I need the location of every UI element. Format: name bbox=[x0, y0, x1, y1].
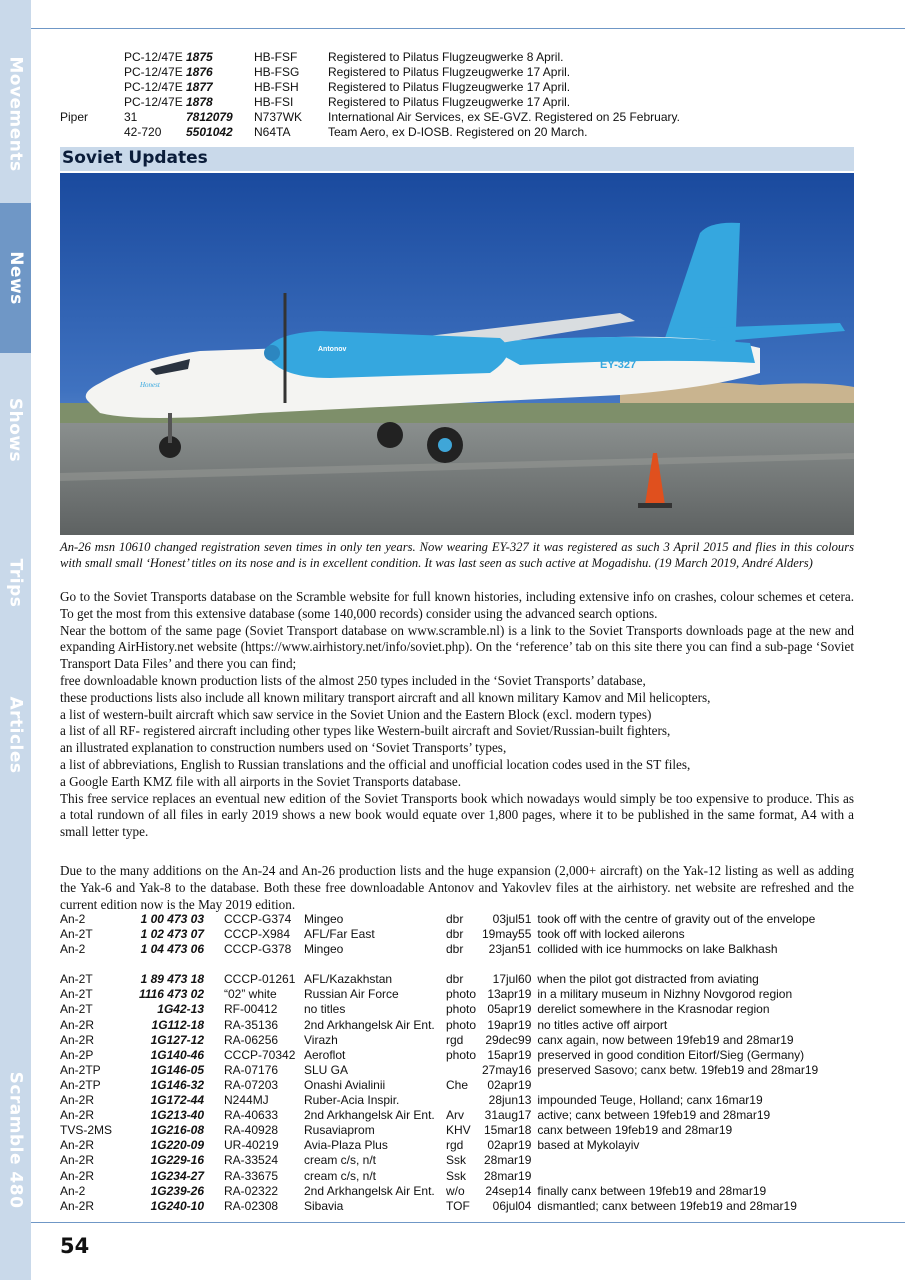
registration-cell: RA-40928 bbox=[224, 1123, 279, 1138]
msn-cell: 7812079 bbox=[186, 110, 233, 124]
note-cell: took off with the centre of gravity out of the envelope bbox=[537, 912, 816, 926]
production-table bbox=[60, 912, 818, 1214]
operator-cell: Virazh bbox=[304, 1032, 338, 1047]
status-cell: dbr bbox=[446, 927, 464, 942]
paragraph: a list of all RF- registered aircraft including other types like Western-built aircraft and Soviet/Russian-built fighters, bbox=[60, 723, 671, 739]
table-row bbox=[60, 65, 680, 80]
paragraph: these productions lists also include all known military transport aircraft and all known military Kamov and Mil helicopters, bbox=[60, 689, 711, 705]
section-header bbox=[60, 147, 854, 171]
type-cell: An-2R bbox=[60, 1017, 95, 1032]
operator-cell: AFL/Far East bbox=[304, 927, 375, 942]
msn-cell: 1G172-44 bbox=[150, 1093, 204, 1108]
operator-cell: Avia-Plaza Plus bbox=[304, 1138, 388, 1153]
registration-cell: CCCP-G374 bbox=[224, 912, 292, 926]
tab-articles[interactable] bbox=[0, 660, 31, 810]
table-row bbox=[60, 1093, 818, 1108]
table-row bbox=[60, 1078, 818, 1093]
status-cell: rgd bbox=[446, 1032, 464, 1047]
table-row bbox=[60, 927, 818, 942]
note-cell: impounded Teuge, Holland; canx 16mar19 bbox=[537, 1093, 763, 1108]
msn-cell: 1G127-12 bbox=[150, 1032, 204, 1047]
table-row bbox=[60, 1184, 818, 1199]
note-cell: based at Mykolayiv bbox=[537, 1138, 640, 1153]
note-cell: derelict somewhere in the Krasnodar region bbox=[537, 1002, 770, 1017]
registration-cell: HB-FSF bbox=[254, 50, 298, 64]
registration-cell: RA-33675 bbox=[224, 1168, 279, 1183]
registration-cell: UR-40219 bbox=[224, 1138, 279, 1153]
msn-cell: 1877 bbox=[186, 80, 213, 94]
registration-cell: RA-02308 bbox=[224, 1198, 279, 1213]
section-sidebar bbox=[0, 0, 31, 1280]
tab-label: Movements bbox=[5, 56, 26, 172]
paragraph: a Google Earth KMZ file with all airports in the Soviet Transports database. bbox=[60, 773, 462, 789]
operator-cell: Sibavia bbox=[304, 1198, 344, 1213]
operator-cell: Rusaviaprom bbox=[304, 1123, 375, 1138]
nose-strut bbox=[168, 413, 172, 443]
status-cell: dbr bbox=[446, 942, 464, 957]
note-cell: finally canx between 19feb19 and 28mar19 bbox=[537, 1183, 767, 1198]
note-cell: Registered to Pilatus Flugzeugwerke 17 April. bbox=[328, 80, 571, 94]
operator-cell: 2nd Arkhangelsk Air Ent. bbox=[304, 1017, 435, 1032]
note-cell: took off with locked ailerons bbox=[537, 927, 685, 942]
msn-cell: 1 02 473 07 bbox=[140, 927, 204, 942]
msn-cell: 1116 473 02 bbox=[139, 987, 204, 1002]
type-cell: An-2R bbox=[60, 1168, 95, 1183]
note-cell: collided with ice hummocks on lake Balkhash bbox=[537, 942, 778, 957]
date-cell: 19apr19 bbox=[487, 1017, 532, 1032]
registration-cell: HB-FSI bbox=[254, 95, 294, 109]
table-row bbox=[60, 1123, 818, 1138]
msn-cell: 1 04 473 06 bbox=[140, 942, 204, 957]
status-cell: photo bbox=[446, 1002, 477, 1017]
registration-cell: RA-33524 bbox=[224, 1153, 279, 1168]
maker-cell: Piper bbox=[60, 110, 89, 124]
note-cell: Registered to Pilatus Flugzeugwerke 17 April. bbox=[328, 95, 571, 109]
registration-cell: RA-40633 bbox=[224, 1108, 279, 1123]
table-row bbox=[60, 1063, 818, 1078]
note-cell: preserved in good condition Eitorf/Sieg (Germany) bbox=[537, 1047, 805, 1062]
date-cell: 03jul51 bbox=[492, 912, 532, 926]
note-cell: active; canx between 19feb19 and 28mar19 bbox=[537, 1108, 771, 1123]
note-cell: International Air Services, ex SE-GVZ. Registered on 25 February. bbox=[328, 110, 680, 124]
note-cell bbox=[537, 1078, 818, 1093]
msn-cell: 1G146-32 bbox=[150, 1077, 204, 1092]
maker-cell bbox=[60, 95, 124, 110]
registration-cell: CCCP-70342 bbox=[224, 1047, 296, 1062]
table-row bbox=[60, 912, 818, 927]
type-cell: TVS-2MS bbox=[60, 1123, 113, 1138]
msn-cell: 1G216-08 bbox=[150, 1123, 204, 1138]
table-row bbox=[60, 972, 818, 987]
operator-cell: cream c/s, n/t bbox=[304, 1168, 377, 1183]
page-number: 54 bbox=[60, 1234, 90, 1258]
table-row bbox=[60, 1018, 818, 1033]
operator-cell: Aeroflot bbox=[304, 1047, 346, 1062]
operator-cell: Mingeo bbox=[304, 912, 344, 926]
type-cell: An-2T bbox=[60, 987, 93, 1002]
date-cell: 15apr19 bbox=[487, 1047, 532, 1062]
msn-cell: 1 89 473 18 bbox=[140, 972, 204, 987]
note-cell: no titles active off airport bbox=[537, 1017, 668, 1032]
tab-news[interactable] bbox=[0, 203, 31, 353]
tab-label: Articles bbox=[5, 696, 26, 774]
status-cell: TOF bbox=[446, 1198, 470, 1213]
registration-cell: “02” white bbox=[224, 987, 277, 1002]
note-cell: in a military museum in Nizhny Novgorod region bbox=[537, 987, 793, 1002]
type-cell: An-2R bbox=[60, 1108, 95, 1123]
msn-cell: 1G220-09 bbox=[150, 1138, 204, 1153]
registration-cell: RF-00412 bbox=[224, 1002, 278, 1017]
status-cell: photo bbox=[446, 987, 477, 1002]
registration-cell: N737WK bbox=[254, 110, 303, 124]
registration-cell: N244MJ bbox=[224, 1093, 269, 1108]
msn-cell: 1G112-18 bbox=[151, 1017, 204, 1032]
registration-table bbox=[60, 50, 680, 140]
an26-illustration bbox=[60, 173, 854, 535]
msn-cell: 1 00 473 03 bbox=[140, 912, 204, 926]
nose-title: Honest bbox=[140, 381, 160, 389]
note-cell: preserved Sasovo; canx betw. 19feb19 and 28mar19 bbox=[537, 1062, 819, 1077]
msn-cell: 1875 bbox=[186, 50, 213, 64]
spacer-row bbox=[60, 957, 818, 972]
status-cell: photo bbox=[446, 1017, 477, 1032]
section-title: Soviet Updates bbox=[62, 148, 208, 168]
tab-trips[interactable] bbox=[0, 508, 31, 658]
operator-cell: Mingeo bbox=[304, 942, 344, 957]
spinner bbox=[264, 345, 280, 361]
status-cell: Che bbox=[446, 1077, 469, 1092]
msn-cell: 1G42-13 bbox=[157, 1002, 204, 1017]
date-cell: 06jul04 bbox=[492, 1198, 532, 1213]
maker-cell bbox=[60, 50, 124, 65]
paragraph: an illustrated explanation to construction numbers used on ‘Soviet Transports’ types, bbox=[60, 740, 507, 756]
msn-cell: 1G240-10 bbox=[150, 1198, 204, 1213]
maker-cell bbox=[60, 125, 124, 140]
status-cell: Ssk bbox=[446, 1153, 467, 1168]
type-cell: An-2 bbox=[60, 912, 86, 926]
tab-label: Shows bbox=[5, 397, 26, 463]
date-cell: 17jul60 bbox=[492, 972, 532, 987]
note-cell bbox=[537, 1153, 818, 1168]
type-cell: An-2T bbox=[60, 927, 93, 942]
msn-cell: 1876 bbox=[186, 65, 213, 79]
status-cell: rgd bbox=[446, 1138, 464, 1153]
date-cell: 19may55 bbox=[482, 927, 532, 942]
tab-shows[interactable] bbox=[0, 355, 31, 505]
status-cell: w/o bbox=[446, 1183, 465, 1198]
tail-registration: EY-327 bbox=[600, 359, 637, 371]
body-text bbox=[60, 589, 854, 841]
msn-cell: 1878 bbox=[186, 95, 213, 109]
main-wheel-left bbox=[377, 422, 403, 448]
note-cell: Registered to Pilatus Flugzeugwerke 8 April. bbox=[328, 50, 564, 64]
type-cell: An-2T bbox=[60, 1002, 93, 1017]
note-cell: canx again, now between 19feb19 and 28mar19 bbox=[537, 1032, 794, 1047]
paragraph: Due to the many additions on the An-24 and An-26 production lists and the huge expansion (2,000+ aircraft) on the Yak-12 listing as well as adding the Yak-6 and Yak-8 to the database. Both these free downloadable Antonov and Yakovlev files at the airhistory. net website are refreshed and the current edition now is the May 2019 edition. bbox=[60, 863, 854, 912]
table-row bbox=[60, 110, 680, 125]
operator-cell: Onashi Avialinii bbox=[304, 1077, 386, 1092]
table-row bbox=[60, 1153, 818, 1168]
status-cell bbox=[446, 1093, 482, 1108]
date-cell: 31aug17 bbox=[484, 1108, 532, 1123]
date-cell: 27may16 bbox=[482, 1062, 532, 1077]
tab-label: Scramble 480 bbox=[5, 1071, 26, 1209]
date-cell: 28mar19 bbox=[484, 1168, 532, 1183]
body-text-2 bbox=[60, 863, 854, 913]
engine-title: Antonov bbox=[318, 346, 347, 353]
msn-cell: 1G146-05 bbox=[150, 1062, 204, 1077]
table-row bbox=[60, 1138, 818, 1153]
photo-caption: An-26 msn 10610 changed registration seven times in only ten years. Now wearing EY-327 it was registered as such 3 April 2015 and flies in this colours with small small ‘Honest’ titles on its nose and is in excellent condition. It was last seen as such active at Mogadishu. (19 March 2019, André Alders) bbox=[60, 540, 854, 571]
registration-cell: CCCP-G378 bbox=[224, 942, 292, 957]
spacer-cell bbox=[60, 957, 818, 972]
table-row bbox=[60, 1033, 818, 1048]
table-row bbox=[60, 50, 680, 65]
type-cell: An-2R bbox=[60, 1093, 95, 1108]
registration-cell: N64TA bbox=[254, 125, 291, 139]
table-row bbox=[60, 1199, 818, 1214]
registration-cell: RA-07176 bbox=[224, 1062, 279, 1077]
paragraph: This free service replaces an eventual new edition of the Soviet Transports book which nowadays would simply be too expensive to produce. This as a total rundown of all files in early 2019 shows a new book would equate over 1,800 pages, where it to be published in the same format, A4 with a small letter type. bbox=[60, 790, 854, 840]
type-cell: PC-12/47E bbox=[124, 65, 183, 79]
paragraph: free downloadable known production lists of the almost 250 types included in the ‘Soviet Transports’ database, bbox=[60, 672, 646, 688]
registration-cell: RA-02322 bbox=[224, 1183, 279, 1198]
type-cell: An-2T bbox=[60, 972, 93, 987]
table-row bbox=[60, 125, 680, 140]
type-cell: An-2P bbox=[60, 1047, 94, 1062]
registration-cell: RA-35136 bbox=[224, 1017, 279, 1032]
status-cell: Ssk bbox=[446, 1168, 467, 1183]
type-cell: An-2R bbox=[60, 1138, 95, 1153]
note-cell: canx between 19feb19 and 28mar19 bbox=[537, 1123, 733, 1138]
note-cell: dismantled; canx between 19feb19 and 28mar19 bbox=[537, 1198, 797, 1213]
operator-cell: Russian Air Force bbox=[304, 987, 399, 1002]
date-cell: 23jan51 bbox=[488, 942, 532, 957]
type-cell: An-2R bbox=[60, 1198, 95, 1213]
paragraph: Go to the Soviet Transports database on the Scramble website for full known histories, including extensive info on crashes, colour schemes et cetera. To get the most from this extensive database (some 140,000 records) consider using the advanced search options. bbox=[60, 589, 854, 621]
date-cell: 02apr19 bbox=[487, 1138, 532, 1153]
type-cell: An-2 bbox=[60, 1183, 86, 1198]
type-cell: An-2TP bbox=[60, 1062, 101, 1077]
status-cell: dbr bbox=[446, 912, 464, 926]
bottom-rule bbox=[31, 1222, 905, 1223]
table-row bbox=[60, 1108, 818, 1123]
paragraph: a list of abbreviations, English to Russian translations and the official and unofficial location codes used in the ST files, bbox=[60, 756, 691, 772]
date-cell: 15mar18 bbox=[484, 1123, 532, 1138]
status-cell: photo bbox=[446, 1047, 477, 1062]
wheel-hub bbox=[438, 438, 452, 452]
type-cell: 31 bbox=[124, 110, 138, 124]
table-row bbox=[60, 95, 680, 110]
aircraft-photo bbox=[60, 173, 854, 535]
operator-cell: 2nd Arkhangelsk Air Ent. bbox=[304, 1108, 435, 1123]
type-cell: An-2R bbox=[60, 1032, 95, 1047]
top-rule bbox=[31, 28, 905, 29]
type-cell: An-2R bbox=[60, 1153, 95, 1168]
cone-base bbox=[638, 503, 672, 508]
registration-cell: RA-07203 bbox=[224, 1077, 279, 1092]
operator-cell: SLU GA bbox=[304, 1062, 349, 1077]
date-cell: 28mar19 bbox=[484, 1153, 532, 1168]
registration-cell: HB-FSG bbox=[254, 65, 300, 79]
type-cell: An-2TP bbox=[60, 1077, 101, 1092]
note-cell: Team Aero, ex D-IOSB. Registered on 20 March. bbox=[328, 125, 588, 139]
msn-cell: 1G234-27 bbox=[150, 1168, 204, 1183]
table-row bbox=[60, 942, 818, 957]
registration-cell: CCCP-01261 bbox=[224, 972, 296, 987]
type-cell: 42-720 bbox=[124, 125, 162, 139]
type-cell: PC-12/47E bbox=[124, 80, 183, 94]
note-cell: Registered to Pilatus Flugzeugwerke 17 April. bbox=[328, 65, 571, 79]
type-cell: An-2 bbox=[60, 942, 86, 957]
registration-cell: CCCP-X984 bbox=[224, 927, 291, 942]
status-cell: KHV bbox=[446, 1123, 471, 1138]
operator-cell: 2nd Arkhangelsk Air Ent. bbox=[304, 1183, 435, 1198]
msn-cell: 1G229-16 bbox=[150, 1153, 204, 1168]
paragraph: a list of western-built aircraft which saw service in the Soviet Union and the Eastern Block (excl. modern types) bbox=[60, 706, 652, 722]
tab-issue[interactable] bbox=[0, 1040, 31, 1240]
status-cell: Arv bbox=[446, 1108, 464, 1123]
maker-cell bbox=[60, 80, 124, 95]
engine-nacelle bbox=[265, 331, 508, 378]
registration-cell: HB-FSH bbox=[254, 80, 299, 94]
tab-label: Trips bbox=[5, 558, 26, 608]
date-cell: 05apr19 bbox=[487, 1002, 532, 1017]
status-cell: dbr bbox=[446, 972, 464, 987]
table-row bbox=[60, 1169, 818, 1184]
type-cell: PC-12/47E bbox=[124, 50, 183, 64]
table-row bbox=[60, 80, 680, 95]
msn-cell: 5501042 bbox=[186, 125, 233, 139]
operator-cell: Ruber-Acia Inspir. bbox=[304, 1093, 400, 1108]
maker-cell bbox=[60, 65, 124, 80]
msn-cell: 1G213-40 bbox=[150, 1108, 204, 1123]
msn-cell: 1G239-26 bbox=[150, 1183, 204, 1198]
date-cell: 29dec99 bbox=[485, 1032, 532, 1047]
date-cell: 24sep14 bbox=[485, 1183, 532, 1198]
tab-label: News bbox=[5, 251, 26, 305]
msn-cell: 1G140-46 bbox=[150, 1047, 204, 1062]
paragraph: Near the bottom of the same page (Soviet Transport database on www.scramble.nl) is a link to the Soviet Transports downloads page at the new and expanding AirHistory.net website (https://www.airhistory.net/info/soviet.php). On the ‘reference’ tab on this site there you can find a sub-page ‘Soviet Transport Data Files’ and there you can find; bbox=[60, 622, 854, 672]
type-cell: PC-12/47E bbox=[124, 95, 183, 109]
table-row bbox=[60, 1048, 818, 1063]
tab-movements[interactable] bbox=[0, 28, 31, 200]
note-cell bbox=[537, 1169, 818, 1184]
note-cell: when the pilot got distracted from aviating bbox=[537, 972, 759, 987]
operator-cell: no titles bbox=[304, 1002, 346, 1017]
date-cell: 02apr19 bbox=[487, 1077, 532, 1092]
operator-cell: cream c/s, n/t bbox=[304, 1153, 377, 1168]
status-cell bbox=[446, 1063, 482, 1078]
table-row bbox=[60, 987, 818, 1002]
table-row bbox=[60, 1002, 818, 1017]
operator-cell: AFL/Kazakhstan bbox=[304, 972, 393, 987]
date-cell: 13apr19 bbox=[487, 987, 532, 1002]
date-cell: 28jun13 bbox=[488, 1093, 532, 1108]
registration-cell: RA-06256 bbox=[224, 1032, 279, 1047]
